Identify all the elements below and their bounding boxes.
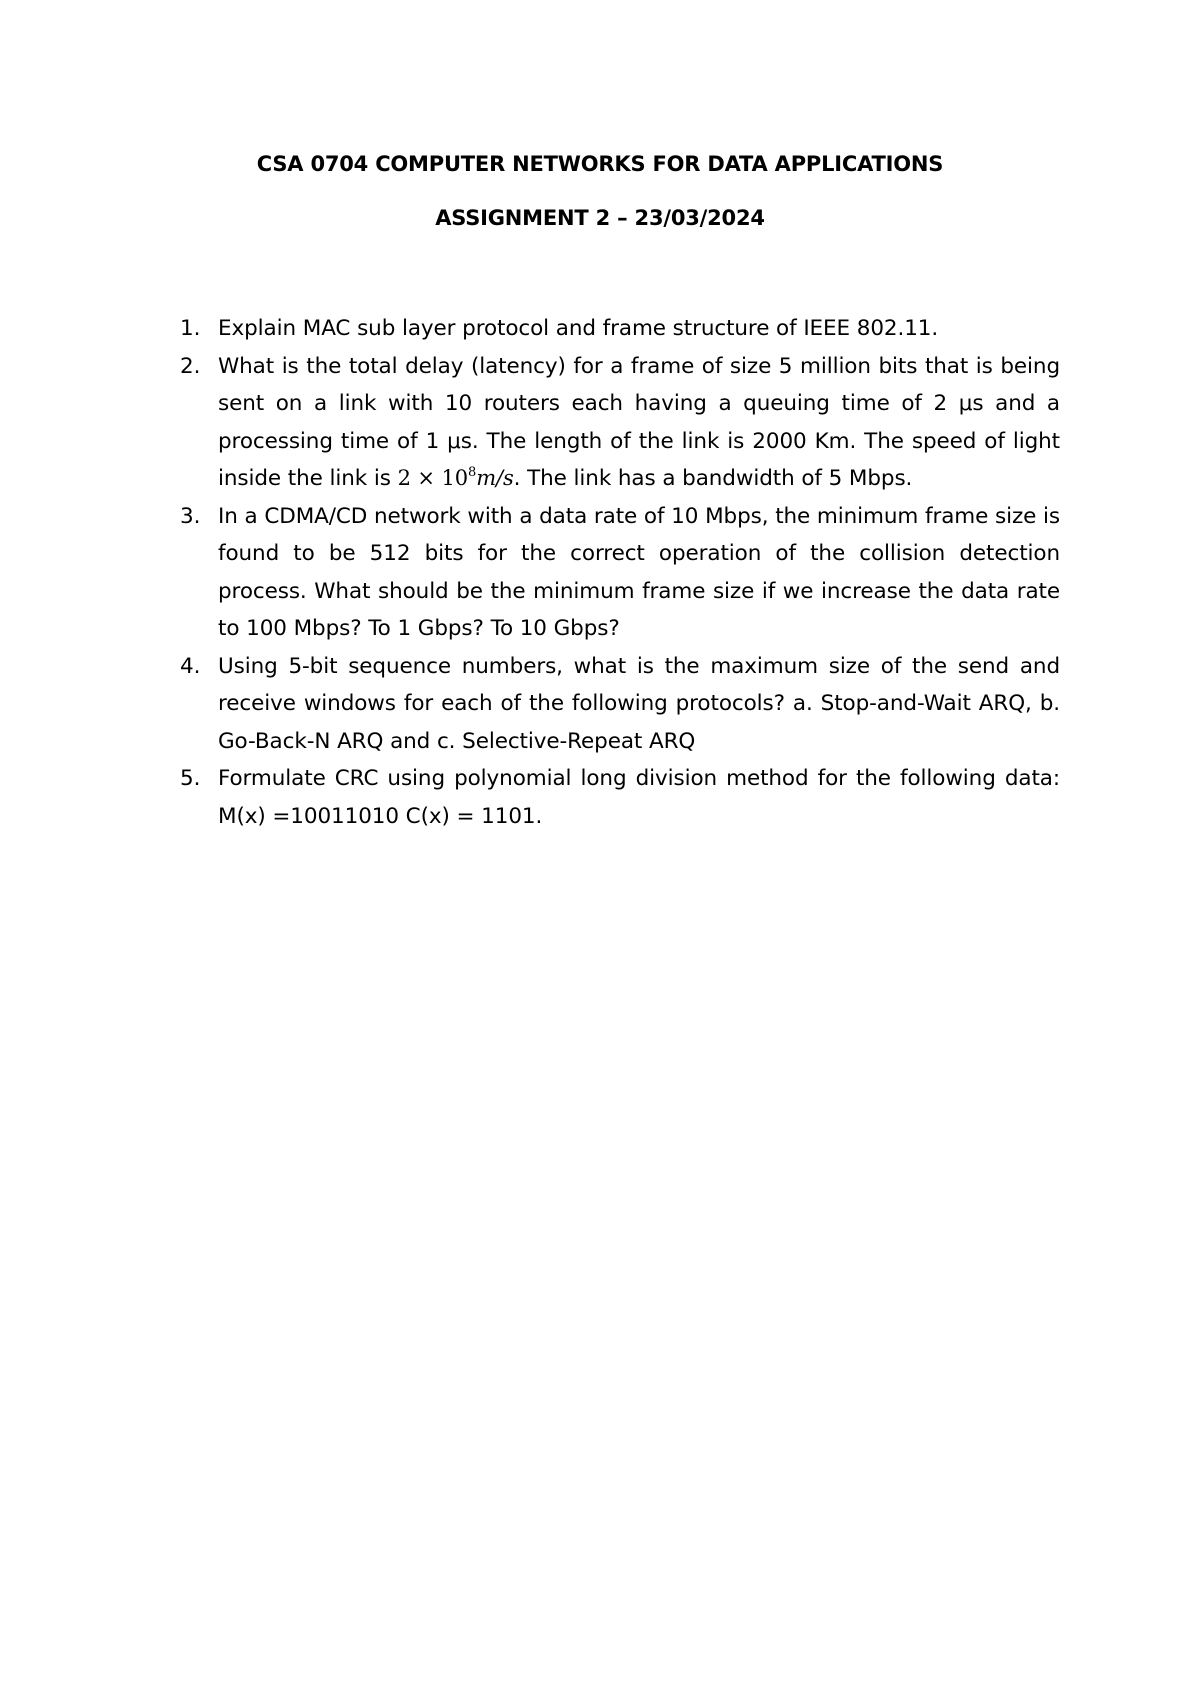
formula-coefficient: 2 × 10 [397,466,469,490]
question-number: 2. [180,353,201,379]
question-text-part-2: . The link has a bandwidth of 5 Mbps. [513,466,913,491]
question-3 [180,498,1060,648]
question-text-part-1: What is the total delay (latency) for a frame of size 5 million bits that is being sent on a link with 10 routers each having a queuing time of 2 μs and a processing time of 1 μs. The length of the link is 2000 Km. The speed of light inside the link is [218,353,1060,491]
course-title: CSA 0704 COMPUTER NETWORKS FOR DATA APPLICATIONS [256,152,944,176]
assignment-title: ASSIGNMENT 2 – 23/03/2024 [435,206,765,230]
question-5 [180,760,1060,835]
formula-unit: m/s [476,466,514,490]
question-1 [180,310,1060,348]
question-list [180,310,1060,835]
question-number: 4. [180,653,201,679]
question-4 [180,648,1060,761]
question-2 [180,348,1060,498]
question-number: 5. [180,766,201,791]
speed-of-light-formula [398,466,514,490]
question-number: 1. [180,316,201,341]
question-text: In a CDMA/CD network with a data rate of 10 Mbps, the minimum frame size is found to be 512 bits for the correct operation of the collision detection process. What should be the minimum frame size if we increase the data rate to 100 Mbps? To 1 Gbps? To 10 Gbps? [218,503,1060,641]
question-text: Using 5-bit sequence numbers, what is the maximum size of the send and receive windows for each of the following protocols? a. Stop-and-Wait ARQ, b. Go-Back-N ARQ and c. Selective-Repeat ARQ [218,653,1060,754]
formula-exponent: 8 [468,465,477,480]
question-number: 3. [180,503,201,529]
question-text: Formulate CRC using polynomial long division method for the following data: M(x) =10011010 C(x) = 1101. [218,766,1060,829]
question-text: Explain MAC sub layer protocol and frame structure of IEEE 802.11. [218,316,939,341]
